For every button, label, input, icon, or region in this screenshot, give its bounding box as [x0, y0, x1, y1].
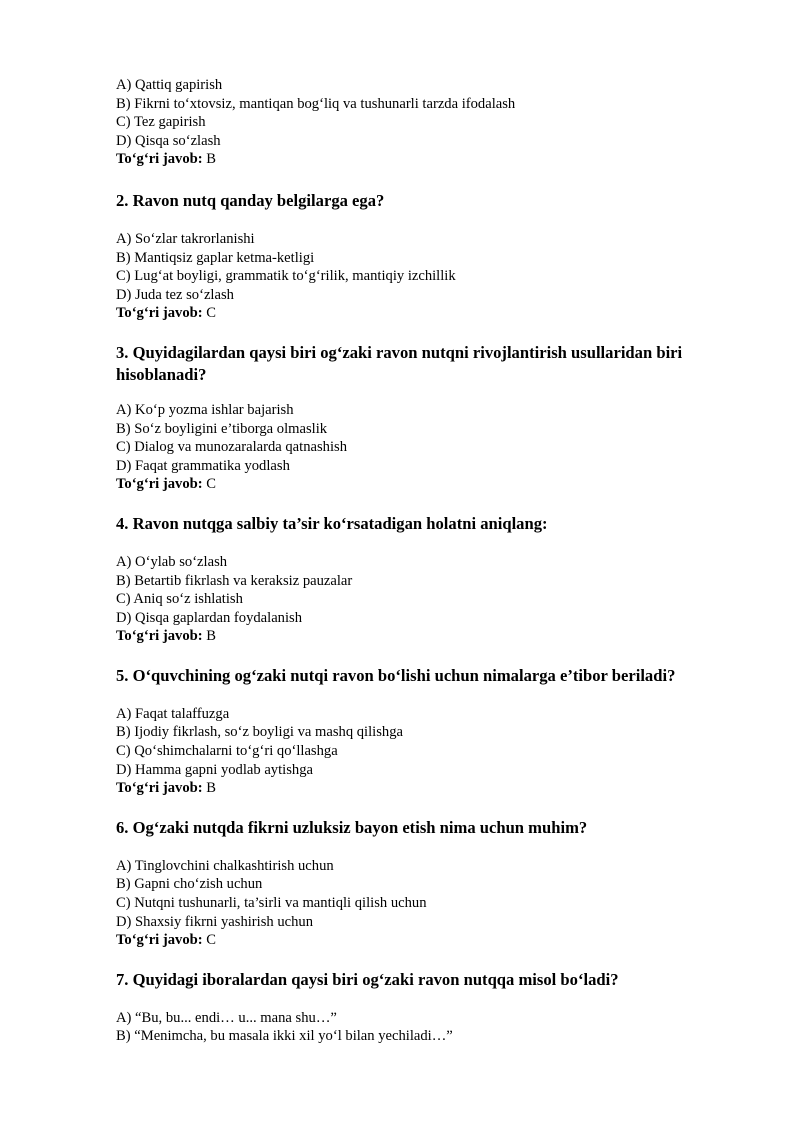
answer-value: C [206, 305, 217, 322]
option-c: C) Lug‘at boyligi, grammatik to‘g‘rilik, mantiqiy izchillik [116, 268, 456, 285]
option-d: D) Juda tez so‘zlash [116, 286, 234, 303]
option-d: D) Qisqa gaplardan foydalanish [116, 609, 303, 626]
option-a: A) Tinglovchini chalkashtirish uchun [116, 857, 334, 874]
answer-value: C [206, 932, 217, 949]
option-b: B) Gapni cho‘zish uchun [116, 876, 263, 893]
option-d: D) Hamma gapni yodlab aytishga [116, 761, 313, 778]
question-7-options [116, 1009, 756, 1046]
option-c: C) Nutqni tushunarli, ta’sirli va mantiqli qilish uchun [116, 895, 427, 912]
answer-value: B [206, 151, 217, 168]
option-c: C) Tez gapirish [116, 114, 206, 131]
option-a: A) So‘zlar takrorlanishi [116, 230, 255, 247]
answer-label: To‘g‘ri javob: [116, 628, 203, 645]
question-3-title: 3. Quyidagilardan qaysi biri og‘zaki ravon nutqni rivojlantirish usullaridan biri hisoblanadi? [116, 342, 683, 384]
correct-answer [116, 475, 756, 494]
option-d: D) Shaxsiy fikrni yashirish uchun [116, 913, 313, 930]
answer-label: To‘g‘ri javob: [116, 151, 203, 168]
option-d: D) Qisqa so‘zlash [116, 132, 221, 149]
correct-answer [116, 304, 756, 323]
option-b: B) So‘z boyligini e’tiborga olmaslik [116, 420, 328, 437]
option-a: A) O‘ylab so‘zlash [116, 553, 228, 570]
correct-answer [116, 150, 756, 169]
answer-label: To‘g‘ri javob: [116, 780, 203, 797]
answer-value: B [206, 780, 217, 797]
question-5-title: 5. O‘quvchining og‘zaki nutqi ravon bo‘lishi uchun nimalarga e’tibor beriladi? [116, 665, 676, 685]
option-b: B) “Menimcha, bu masala ikki xil yo‘l bilan yechiladi…” [116, 1028, 453, 1045]
correct-answer [116, 627, 756, 646]
document-page [116, 76, 756, 1046]
option-b: B) Betartib fikrlash va keraksiz pauzalar [116, 572, 353, 589]
question-6-options [116, 857, 756, 950]
option-b: B) Mantiqsiz gaplar ketma-ketligi [116, 249, 315, 266]
question-3-options [116, 401, 756, 494]
correct-answer [116, 779, 756, 798]
answer-value: C [206, 476, 217, 493]
option-b: B) Fikrni to‘xtovsiz, mantiqan bog‘liq va tushunarli tarzda ifodalash [116, 95, 516, 112]
option-c: C) Qo‘shimchalarni to‘g‘ri qo‘llashga [116, 743, 338, 760]
answer-label: To‘g‘ri javob: [116, 476, 203, 493]
answer-label: To‘g‘ri javob: [116, 932, 203, 949]
answer-label: To‘g‘ri javob: [116, 305, 203, 322]
question-4-title: 4. Ravon nutqga salbiy ta’sir ko‘rsatadigan holatni aniqlang: [116, 513, 548, 533]
question-7-title: 7. Quyidagi iboralardan qaysi biri og‘zaki ravon nutqqa misol bo‘ladi? [116, 969, 619, 989]
question-4-options [116, 553, 756, 646]
question-2-title: 2. Ravon nutq qanday belgilarga ega? [116, 190, 385, 210]
correct-answer [116, 931, 756, 950]
question-5-options [116, 705, 756, 798]
option-c: C) Aniq so‘z ishlatish [116, 591, 243, 608]
option-a: A) Faqat talaffuzga [116, 705, 230, 722]
option-c: C) Dialog va munozaralarda qatnashish [116, 439, 347, 456]
option-b: B) Ijodiy fikrlash, so‘z boyligi va mashq qilishga [116, 724, 403, 741]
option-d: D) Faqat grammatika yodlash [116, 457, 290, 474]
question-1-options [116, 76, 756, 169]
question-2-options [116, 230, 756, 323]
question-6-title: 6. Og‘zaki nutqda fikrni uzluksiz bayon etish nima uchun muhim? [116, 817, 588, 837]
option-a: A) “Bu, bu... endi… u... mana shu…” [116, 1009, 337, 1026]
option-a: A) Ko‘p yozma ishlar bajarish [116, 401, 294, 418]
option-a: A) Qattiq gapirish [116, 77, 223, 93]
answer-value: B [206, 628, 217, 645]
